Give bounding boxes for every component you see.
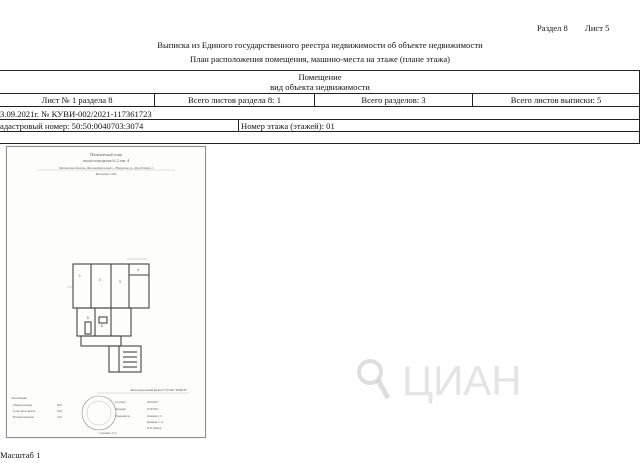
svg-text:3: 3 <box>119 280 121 284</box>
plan-legend <box>11 397 62 419</box>
floor-plan-drawing <box>7 147 205 437</box>
svg-text:в том числе жилая: в том числе жилая <box>13 410 35 413</box>
watermark-text: ЦИАН <box>402 357 522 404</box>
sheet-number: Лист № 1 раздела 8 <box>41 95 113 105</box>
legend-heading: Экспликация <box>11 397 27 400</box>
total-extract-sheets: Всего листов выписки: 5 <box>510 95 602 105</box>
table-line <box>0 119 640 120</box>
svg-text:Вспомогательная: Вспомогательная <box>13 416 34 419</box>
cian-logo-icon <box>350 350 570 410</box>
floor-plan-room-numbers <box>79 268 139 328</box>
sheet-label: Лист 5 <box>585 23 610 33</box>
svg-text:4: 4 <box>137 268 139 272</box>
total-sections: Всего разделов: 3 <box>361 95 426 105</box>
svg-text:6: 6 <box>101 324 103 328</box>
cadastral-number: адастровый номер: 50:50:0040703:3074 <box>0 121 144 131</box>
object-heading: Помещение <box>298 72 342 82</box>
table-line <box>238 119 239 131</box>
plan-company: Железнодорожный филиал ГУП МО "МОБТИ" <box>130 389 187 392</box>
svg-text:5: 5 <box>87 316 89 320</box>
floor-number: Номер этажа (этажей): 01 <box>241 121 335 131</box>
svg-text:Общая площадь: Общая площадь <box>13 404 33 407</box>
svg-text:1: 1 <box>79 274 81 278</box>
svg-text:Проверил: Проверил <box>115 408 126 411</box>
svg-text:Сохранено Т. Д.: Сохранено Т. Д. <box>99 432 117 435</box>
svg-text:16,0: 16,0 <box>57 416 62 419</box>
table-line <box>0 106 640 107</box>
document-number: 3.09.2021г. № КУВИ-002/2021-117361723 <box>0 109 152 119</box>
object-subheading: вид объекта недвижимости <box>270 82 370 92</box>
document-title: Выписка из Единого государственного реестра недвижимости об объекте недвижимости <box>157 40 483 50</box>
svg-text:И. В. Иванов: И. В. Иванов <box>147 427 162 430</box>
svg-text:Лазарева С. Г.: Лазарева С. Г. <box>147 415 163 418</box>
plan-title: Поэтажный план <box>89 152 123 157</box>
section-label: Раздел 8 <box>537 23 568 33</box>
svg-text:Руководитель: Руководитель <box>115 415 131 418</box>
svg-text:28.04.2017: 28.04.2017 <box>147 401 159 404</box>
plan-scale-note: Масштаб 1:200 <box>95 172 117 176</box>
plan-subtitle: жилые помещения № 2 лит. А <box>82 159 130 163</box>
svg-text:30,8: 30,8 <box>57 410 62 413</box>
floor-plan-image <box>6 146 206 438</box>
footer-scale: Масштаб 1 <box>0 450 41 460</box>
cian-watermark <box>350 350 570 410</box>
svg-text:46,8: 46,8 <box>57 404 62 407</box>
total-section-sheets: Всего листов раздела 8: 1 <box>188 95 281 105</box>
table-line <box>0 131 640 132</box>
svg-text:2: 2 <box>99 278 101 282</box>
footer-bar <box>0 447 640 463</box>
document-subtitle: План расположения помещения, машино-места на этаже (плане этажа) <box>189 54 451 64</box>
floor-plan-walls <box>73 264 149 372</box>
svg-text:07.08.2017: 07.08.2017 <box>147 408 159 411</box>
table-line <box>0 70 640 71</box>
svg-text:Куликова С. А.: Куликова С. А. <box>147 421 164 424</box>
table-line <box>0 143 640 144</box>
plan-address: Московская область, Железнодорожный г., Некрасова ул., Дом 26 Корп.1 <box>59 166 153 170</box>
table-line <box>0 93 640 94</box>
svg-text:Составил: Составил <box>115 401 126 404</box>
